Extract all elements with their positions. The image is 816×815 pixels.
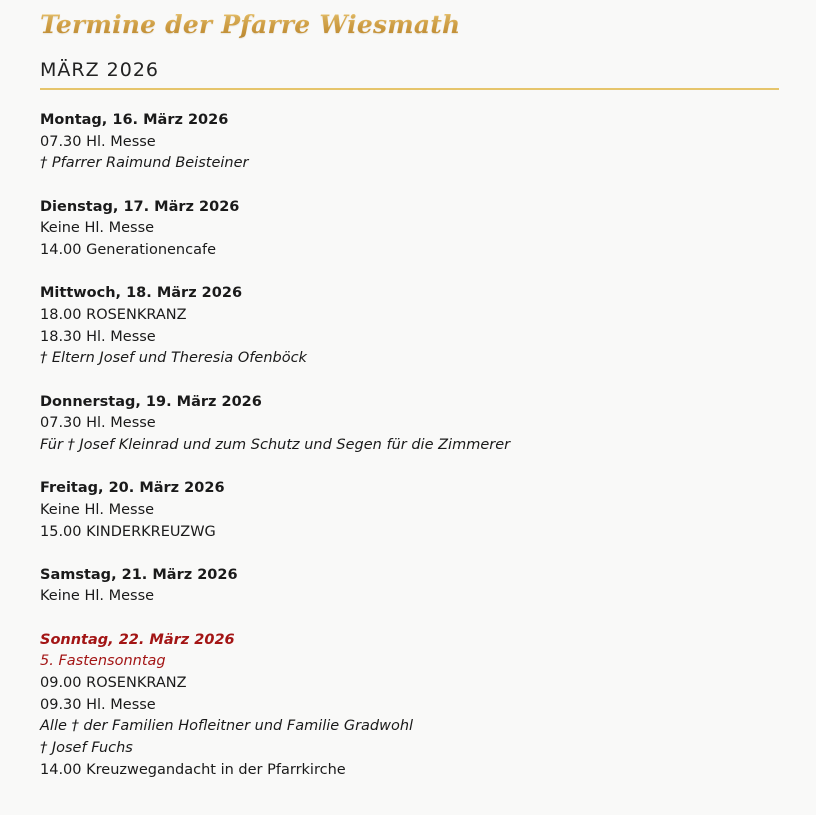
event-line: 09.00 ROSENKRANZ: [40, 675, 187, 692]
intention-line: Alle † der Familien Hofleitner und Familie Gradwohl: [40, 718, 414, 735]
event-line: 18.00 ROSENKRANZ: [40, 306, 187, 323]
day-entry-thursday: [40, 392, 816, 457]
day-entry-friday: [40, 478, 816, 543]
intention-line: † Josef Fuchs: [40, 740, 133, 757]
intention-line: Für † Josef Kleinrad und zum Schutz und Segen für die Zimmerer: [40, 436, 511, 453]
intention-line: † Pfarrer Raimund Beisteiner: [40, 155, 249, 172]
day-heading: Donnerstag, 19. März 2026: [40, 393, 262, 410]
page-title: Termine der Pfarre Wiesmath: [40, 8, 816, 42]
day-heading-sunday: Sonntag, 22. März 2026: [40, 631, 235, 648]
intention-line: † Eltern Josef und Theresia Ofenböck: [40, 350, 307, 367]
liturgical-day-label: 5. Fastensonntag: [40, 653, 166, 670]
month-heading: MÄRZ 2026: [40, 59, 779, 90]
event-line: Keine Hl. Messe: [40, 588, 155, 605]
day-entry-saturday: [40, 565, 816, 608]
event-line: 09.30 Hl. Messe: [40, 696, 156, 713]
day-heading: Dienstag, 17. März 2026: [40, 198, 240, 215]
day-heading: Mittwoch, 18. März 2026: [40, 285, 243, 302]
event-line: 14.00 Generationencafe: [40, 242, 217, 259]
event-line: 15.00 KINDERKREUZWG: [40, 523, 216, 540]
event-line: Keine Hl. Messe: [40, 220, 155, 237]
day-entry-monday: [40, 110, 816, 175]
event-line: 07.30 Hl. Messe: [40, 415, 156, 432]
event-line: 18.30 Hl. Messe: [40, 328, 156, 345]
day-entry-sunday: [40, 630, 816, 782]
day-entry-tuesday: [40, 197, 816, 262]
event-line: 14.00 Kreuzwegandacht in der Pfarrkirche: [40, 761, 346, 778]
day-heading: Montag, 16. März 2026: [40, 112, 229, 128]
event-line: 07.30 Hl. Messe: [40, 133, 156, 150]
day-heading: Freitag, 20. März 2026: [40, 480, 225, 497]
event-line: Keine Hl. Messe: [40, 501, 155, 518]
day-heading: Samstag, 21. März 2026: [40, 566, 238, 583]
schedule-list: [40, 110, 816, 782]
day-entry-wednesday: [40, 283, 816, 370]
